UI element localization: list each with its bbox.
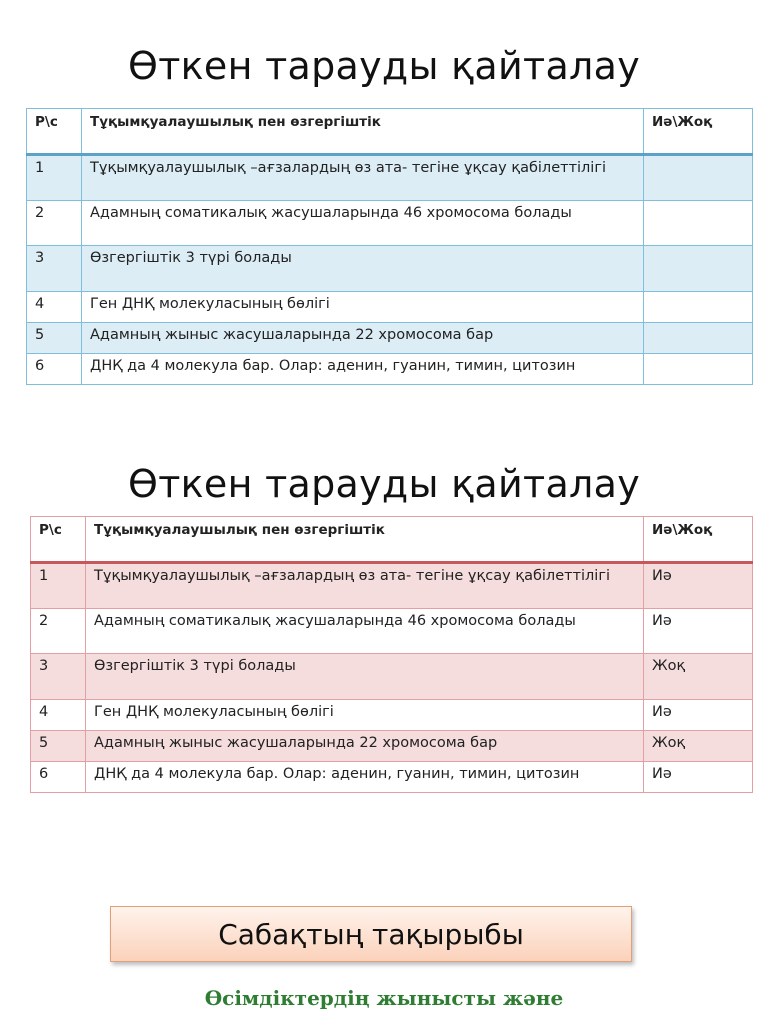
row-statement: Тұқымқуалаушылық –ағзалардың өз ата- тегіне ұқсау қабілеттілігі [86,563,644,609]
table-row [31,654,753,700]
row-answer: Жоқ [644,731,753,762]
table-row [31,731,753,762]
review-table-answers [30,516,753,793]
row-number: 4 [27,292,82,323]
table-row [27,246,753,292]
row-statement: Адамның жыныс жасушаларында 22 хромосома бар [86,731,644,762]
table-row [31,563,753,609]
row-statement: Өзгергіштік 3 түрі болады [82,246,644,292]
row-statement: Адамның жыныс жасушаларында 22 хромосома бар [82,323,644,354]
header-statement: Тұқымқуалаушылық пен өзгергіштік [82,109,644,155]
header-statement: Тұқымқуалаушылық пен өзгергіштік [86,517,644,563]
row-answer[interactable] [644,155,753,201]
row-answer: Жоқ [644,654,753,700]
row-number: 3 [31,654,86,700]
row-answer[interactable] [644,292,753,323]
row-statement: Тұқымқуалаушылық –ағзалардың өз ата- тегіне ұқсау қабілеттілігі [82,155,644,201]
row-number: 1 [31,563,86,609]
review-table-blank [26,108,753,385]
row-statement: Адамның соматикалық жасушаларында 46 хромосома болады [82,201,644,246]
row-answer[interactable] [644,323,753,354]
table-row [31,609,753,654]
row-answer: Иә [644,609,753,654]
header-number: Р\с [31,517,86,563]
table-row [27,354,753,385]
row-answer: Иә [644,700,753,731]
row-statement: ДНҚ да 4 молекула бар. Олар: аденин, гуанин, тимин, цитозин [82,354,644,385]
row-number: 4 [31,700,86,731]
lesson-topic-box [110,906,632,962]
row-number: 5 [31,731,86,762]
row-statement: Өзгергіштік 3 түрі болады [86,654,644,700]
table-row [27,155,753,201]
table-row [27,292,753,323]
row-answer: Иә [644,563,753,609]
row-answer[interactable] [644,201,753,246]
table-row [31,762,753,793]
slide-1-title: Өткен тарауды қайталау [128,44,640,88]
slide-2-title: Өткен тарауды қайталау [128,462,640,506]
header-number: Р\с [27,109,82,155]
row-statement: Ген ДНҚ молекуласының бөлігі [82,292,644,323]
row-number: 2 [31,609,86,654]
row-answer[interactable] [644,246,753,292]
header-answer: Иә\Жоқ [644,517,753,563]
table-row [27,201,753,246]
table-row [31,700,753,731]
lesson-topic-subtitle: Өсімдіктердің жынысты және [204,986,564,1010]
row-statement: Адамның соматикалық жасушаларында 46 хромосома болады [86,609,644,654]
row-statement: Ген ДНҚ молекуласының бөлігі [86,700,644,731]
table-header-row [27,109,753,155]
row-answer[interactable] [644,354,753,385]
lesson-topic-label: Сабақтың тақырыбы [218,917,524,951]
row-number: 1 [27,155,82,201]
row-number: 2 [27,201,82,246]
row-number: 6 [27,354,82,385]
header-answer: Иә\Жоқ [644,109,753,155]
table-header-row [31,517,753,563]
table-row [27,323,753,354]
row-number: 3 [27,246,82,292]
row-number: 6 [31,762,86,793]
row-number: 5 [27,323,82,354]
row-answer: Иә [644,762,753,793]
row-statement: ДНҚ да 4 молекула бар. Олар: аденин, гуанин, тимин, цитозин [86,762,644,793]
